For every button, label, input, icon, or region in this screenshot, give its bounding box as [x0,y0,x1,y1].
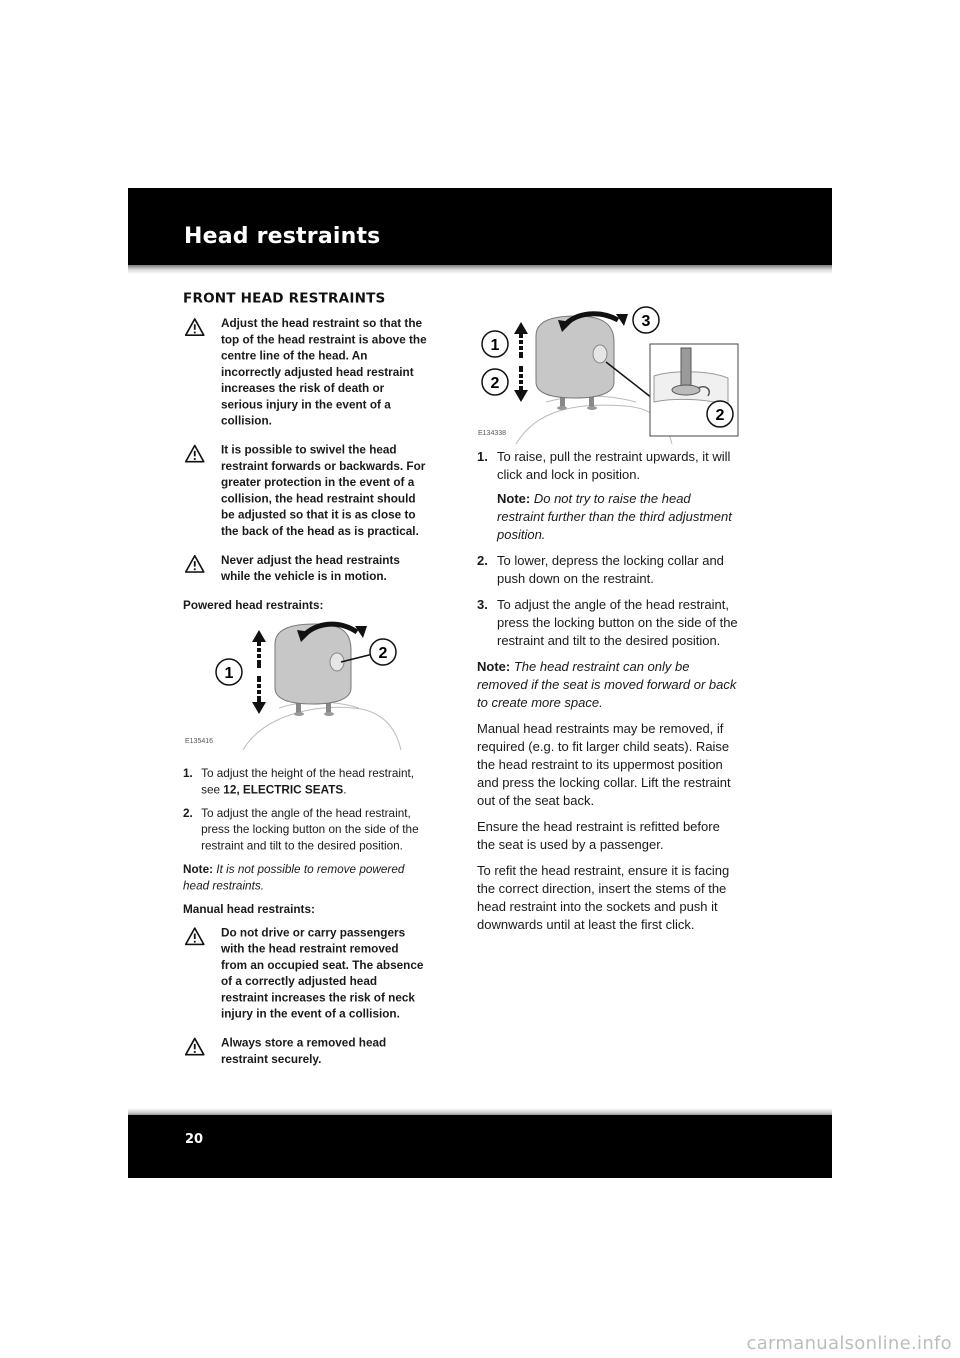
note [183,861,427,894]
step-text: To adjust the angle of the head restraint, press the locking button on the side of the restraint and tilt to the desired position. [201,806,419,853]
step [477,448,739,544]
cross-reference-link[interactable]: 12, ELECTRIC SEATS [223,782,344,797]
warning-icon [185,445,205,463]
step-text: To adjust the height of the head restraint, see [201,766,415,797]
note-label: Note: [497,491,531,506]
step [477,596,739,650]
warning-icon [185,555,205,573]
figure-code: E135416 [185,738,214,745]
note [477,658,739,712]
warning-text: Never adjust the head restraints while the vehicle is in motion. [220,553,400,583]
step-number: 2. [183,806,193,820]
warning-icon [185,1038,205,1056]
callout-2: 2 [490,375,500,392]
step-number: 1. [183,766,193,780]
figure-code: E134338 [478,430,507,437]
step [183,765,427,798]
callout-3: 3 [641,313,651,330]
watermark: carmanualsonline.info [746,1333,952,1354]
step-text: To raise, pull the restraint upwards, it will click and lock in position. [497,449,731,482]
note-label: Note: [477,659,511,674]
right-column [477,448,739,942]
header-shade [128,265,832,274]
paragraph: Ensure the head restraint is refitted before the seat is used by a passenger. [477,819,720,852]
note-text: The head restraint can only be removed if the seat is moved forward or back to create more space. [477,659,737,710]
step-number: 3. [477,597,488,612]
step-text: To lower, depress the locking collar and push down on the restraint. [497,553,724,586]
note-label: Note: [183,862,214,876]
paragraph: Manual head restraints may be removed, if required (e.g. to fit larger child seats). Raise the head restraint to its uppermost position and press the locking collar. Lift the restraint out of the seat back. [477,721,731,808]
step [477,552,739,588]
callout-1: 1 [224,665,234,682]
step-note [497,490,739,544]
step-number: 1. [477,449,488,464]
figure-space [183,621,427,766]
step-number: 2. [477,553,488,568]
callout-2-inset: 2 [715,407,725,424]
page-number: 20 [185,1132,204,1147]
page-title: Head restraints [184,224,381,249]
warning [183,315,427,429]
step-text-end: . [343,782,347,797]
left-column [183,290,427,1080]
warning [183,442,427,540]
manual-label: Manual head restraints: [183,901,315,916]
header-bar [128,188,832,272]
callout-1: 1 [490,337,500,354]
step-text: To adjust the angle of the head restraint, press the locking button on the side of the restraint and tilt to the desired position. [497,597,738,648]
footer-bar [128,1115,832,1178]
warning-text: It is possible to swivel the head restraint forwards or backwards. For greater protection in the event of a collision, the head restraint should be adjusted so that it is as close to the back of the head as is practical. [220,442,426,538]
warning [183,552,427,585]
warning-icon [185,318,205,336]
callout-2: 2 [378,645,388,662]
warning-text: Adjust the head restraint so that the top of the head restraint is above the centre line of the head. An incorrectly adjusted head restraint increases the risk of death or serious injury in the event of a collision. [220,316,427,428]
warning [183,1035,427,1068]
section-heading: FRONT HEAD RESTRAINTS [183,290,386,307]
note-text: It is not possible to remove powered head restraints. [183,862,405,892]
warning-text: Always store a removed head restraint securely. [220,1035,387,1066]
manual-head-restraint-figure [476,302,740,444]
paragraph: To refit the head restraint, ensure it is facing the correct direction, insert the stems of the head restraint into the sockets and push it downwards until at least the first click. [477,863,730,932]
note-text: Do not try to raise the head restraint further than the third adjustment position. [497,491,732,542]
warning-text: Do not drive or carry passengers with the head restraint removed from an occupied seat. The absence of a correctly adjusted head restraint increases the risk of neck injury in the event of a collision. [220,925,424,1021]
powered-label: Powered head restraints: [183,598,324,612]
manual-head-restraint-illustration [476,302,740,444]
warning-icon [185,927,205,945]
warning [183,925,427,1023]
step [183,805,427,854]
